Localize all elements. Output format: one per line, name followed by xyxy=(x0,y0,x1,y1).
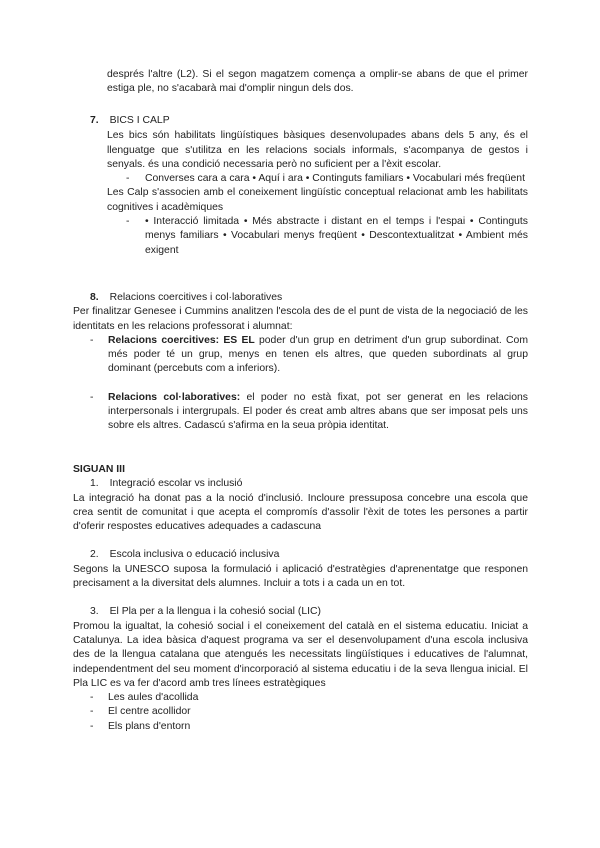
paragraph-bics: Les bics són habilitats lingüístiques bàsiques desenvolupades abans dels 5 any, és el llenguatge que s'utilitza en les relacions socials informals, s'acompanya de gestos i senyals. és una condició necessaria però no suficient per a l'èxit escolar. xyxy=(107,130,528,170)
dash-bullet: - xyxy=(90,692,94,704)
section-7 xyxy=(73,114,528,258)
calp-list-item xyxy=(126,215,528,258)
section-title: BICS I CALP xyxy=(109,115,170,126)
item-title: Escola inclusiva o educació inclusiva xyxy=(109,549,280,561)
section-title: Relacions coercitives i col·laboratives xyxy=(109,292,283,303)
list-item-text: Els plans d'entorn xyxy=(108,720,191,732)
item-number: 3. xyxy=(90,606,99,618)
term-label: Relacions col·laboratives: xyxy=(108,391,241,403)
section-number: 7. xyxy=(90,115,99,126)
list-item xyxy=(90,691,528,705)
list-item-coercitives xyxy=(90,334,528,377)
paragraph: després l'altre (L2). Si el segon magatzem comença a omplir-se abans de que el primer estiga ple, no s'acabarà mai d'omplir ningun dels dos. xyxy=(107,69,528,95)
list-item-text: • Interacció limitada • Més abstracte i distant en el temps i l'espai • Continguts menys familiars • Vocabulari menys freqüent • Descontextualitzat • Ambient més exigent xyxy=(145,216,528,256)
list-item-text: Les aules d'acollida xyxy=(108,692,199,704)
paragraph-calp: Les Calp s'associen amb el coneixement lingüístic conceptual relacionat amb les habilitats cognitives i acadèmiques xyxy=(107,187,528,213)
term-text: poder d'un grup en detriment d'un grup subordinat. Com més poder té un grup, menys en tenen els altres, que queden subordinats al grup dominant (percebuts com a inferiors). xyxy=(108,334,528,375)
list-item-text: El centre acollidor xyxy=(108,706,191,718)
list-item-col-laboratives xyxy=(90,391,528,434)
dash-bullet: - xyxy=(90,391,94,403)
siguan-section xyxy=(73,463,528,734)
dash-bullet: - xyxy=(126,173,130,185)
dash-bullet: - xyxy=(90,720,94,732)
list-item xyxy=(90,720,528,734)
section-6-continuation xyxy=(73,68,528,97)
dash-bullet: - xyxy=(126,216,130,228)
item-title: El Pla per a la llengua i la cohesió social (LIC) xyxy=(109,606,321,618)
paragraph: Segons la UNESCO suposa la formulació i aplicació d'estratègies d'aprenentatge que responen precisament a la diversitat dels alumnes. Incluir a tots i a cada un en tot. xyxy=(73,563,528,590)
dash-bullet: - xyxy=(90,706,94,718)
section-8 xyxy=(73,291,528,434)
paragraph: Promou la igualtat, la cohesió social i el coneixement del català en el sistema educatiu. Iniciat a Catalunya. La idea bàsica d'aquest programa va ser el desenvolupament d'una escola inclusiva des de la llengua catalana que atengués les necessitats lingüístiques i educatives de l'alumnat, independentment del seu moment d'incorporació al sistema educatiu i de la seva llengua inicial. El Pla LIC es va fer d'acord amb tres línees estratègiques xyxy=(73,620,528,689)
term-label: Relacions coercitives: ES EL xyxy=(108,334,255,346)
section-number: 8. xyxy=(90,292,99,303)
paragraph: La integració ha donat pas a la noció d'inclusió. Incloure pressuposa concebre una escola que crea sentit de comunitat i que acepta el compromís d'assolir l'èxit de totes les persones a partir d'oferir respostes educatives adequades a cadascuna xyxy=(73,492,528,533)
item-number: 2. xyxy=(90,549,99,561)
item-number: 1. xyxy=(90,478,99,490)
section-heading: SIGUAN III xyxy=(73,464,125,475)
list-item xyxy=(90,705,528,719)
dash-bullet: - xyxy=(90,334,94,346)
bics-list-item xyxy=(126,172,528,186)
item-title: Integració escolar vs inclusió xyxy=(109,478,243,490)
term-text: el poder no està fixat, pot ser generat en les relacions interpersonals i intergrupals. El poder és creat amb altres abans que ser imposat pels uns sobre els altres. Cadascú s'afirma en la seua pròpia identitat. xyxy=(108,391,528,432)
paragraph-intro: Per finalitzar Genesee i Cummins analitzen l'escola des de el punt de vista de la negociació de les identitats en les relacions professorat i alumnat: xyxy=(73,306,528,332)
list-item-text: Converses cara a cara • Aquí i ara • Continguts familiars • Vocabulari més freqüent xyxy=(145,173,525,185)
